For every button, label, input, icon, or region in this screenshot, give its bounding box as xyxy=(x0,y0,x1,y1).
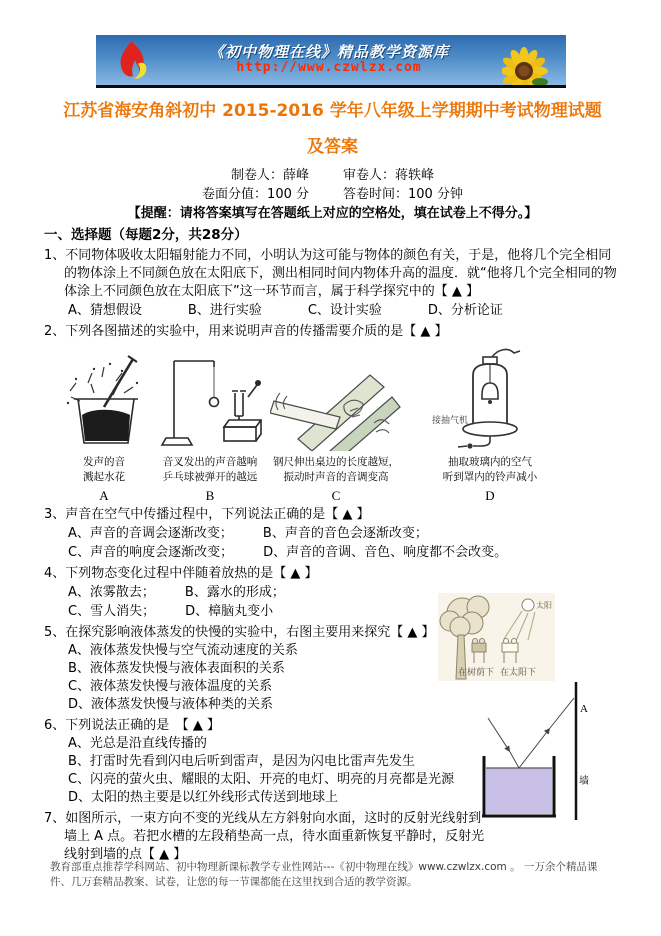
question-3-options-row1 xyxy=(44,524,621,543)
answer-time: 答卷时间：100 分钟 xyxy=(343,187,463,202)
question-4-text: 4、下列物态变化过程中伴随着放热的是【 ▲ 】 xyxy=(44,566,318,581)
figure-caption: 乒乓球被弹开的越远 xyxy=(162,471,258,483)
reviewer: 审卷人：蒋轶峰 xyxy=(343,168,435,183)
figure-caption: 溅起水花 xyxy=(83,471,125,483)
question-3-options-row2 xyxy=(44,543,621,562)
option: C、液体蒸发快慢与液体温度的关系 xyxy=(68,679,273,694)
question-3-text: 3、声音在空气中传播过程中，下列说法正确的是【 ▲ 】 xyxy=(44,507,370,522)
question-5-block xyxy=(44,624,434,714)
option: B、进行实验 xyxy=(187,303,262,318)
exam-title: 江苏省海安角斜初中 2015-2016 学年八年级上学期期中考试物理试题及答案 xyxy=(63,101,602,157)
paper-maker: 制卷人：薛峰 xyxy=(230,168,309,183)
question-1-options xyxy=(44,301,621,320)
figure-caption: 音叉发出的声音越响 xyxy=(162,456,258,468)
option: D、樟脑丸变小 xyxy=(185,604,274,619)
option: C、闪亮的萤火虫、耀眼的太阳、开亮的电灯、明亮的月亮都是光源 xyxy=(68,772,455,787)
option: B、露水的形成； xyxy=(184,585,285,600)
option: D、液体蒸发快慢与液体种类的关系 xyxy=(68,697,274,712)
option: B、声音的音色会逐渐改变； xyxy=(262,526,428,541)
q2-figure-a xyxy=(58,353,150,503)
option: A、猜想假设 xyxy=(68,303,142,318)
tuning-fork-splash-figure xyxy=(58,353,150,451)
option: D、分析论证 xyxy=(427,303,503,318)
option: C、雪人消失； xyxy=(68,604,156,619)
site-banner xyxy=(96,35,566,88)
bell-jar-vacuum-figure xyxy=(430,347,550,451)
option: C、声音的响度会逐渐改变； xyxy=(68,545,234,560)
sunny-label: 在太阳下 xyxy=(500,668,537,678)
figure-letter: A xyxy=(99,488,109,503)
paper-score: 卷面分值：100 分 xyxy=(202,187,309,202)
flame-logo-icon xyxy=(104,37,156,83)
site-title: 《初中物理在线》精品教学资源库 xyxy=(208,43,449,62)
shade-label: 在树荫下 xyxy=(458,668,495,678)
section-heading: 一、选择题（每题2分，共28分） xyxy=(44,227,248,243)
figure-caption: 振动时声音的音调变高 xyxy=(283,471,389,483)
authors-row xyxy=(44,168,621,184)
score-time-row xyxy=(44,187,621,203)
question-6-text: 6、下列说法正确的是 【 ▲ 】 xyxy=(44,718,221,733)
ruler-table-figure xyxy=(270,351,402,451)
figure-caption: 发声的音 xyxy=(83,456,125,468)
tuning-fork-ball-figure xyxy=(158,351,262,451)
wall-label: 墙 xyxy=(579,776,589,787)
question-5-text: 5、在探究影响液体蒸发的快慢的实验中，右图主要用来探究【 ▲ 】 xyxy=(44,625,435,640)
sunflower-icon xyxy=(502,35,566,85)
figure-letter: B xyxy=(205,488,215,503)
option: B、打雷时先看到闪电后听到雷声，是因为闪电比雷声先发生 xyxy=(68,754,415,769)
question-2-text: 2、下列各图描述的实验中，用来说明声音的传播需要介质的是【 ▲ 】 xyxy=(44,324,448,339)
option: B、液体蒸发快慢与液体表面积的关系 xyxy=(68,661,285,676)
figure-letter: D xyxy=(485,488,495,503)
option: A、光总是沿直线传播的 xyxy=(68,736,207,751)
option: A、声音的音调会逐渐改变； xyxy=(68,526,233,541)
pump-label: 接抽气机 xyxy=(432,416,469,426)
option: C、设计实验 xyxy=(307,303,382,318)
evaporation-experiment-figure xyxy=(438,593,555,681)
question-2-figures xyxy=(58,347,621,503)
footer-promo-text: 教育部重点推荐学科网站、初中物理新课标教学专业性网站---《初中物理在线》www.czwlzx.com 。 一万余个精品课件、几万套精品教案、试卷，让您的每一节课都能在这里找到合适的教学资源。 xyxy=(50,861,598,888)
q2-figure-d xyxy=(430,347,550,503)
q2-figure-c xyxy=(270,351,402,503)
option: D、声音的音调、音色、响度都不会改变。 xyxy=(263,545,508,560)
site-url: http://www.czwlzx.com xyxy=(236,60,422,76)
banner-text xyxy=(156,44,502,75)
option: A、液体蒸发快慢与空气流动速度的关系 xyxy=(68,643,298,658)
figure-letter: C xyxy=(331,488,341,503)
q2-figure-b xyxy=(158,351,262,503)
option: A、浓雾散去； xyxy=(68,585,155,600)
light-reflection-figure xyxy=(474,680,594,822)
point-a-label: A xyxy=(580,703,588,715)
exam-notice: 【提醒：请将答案填写在答题纸上对应的空格处，填在试卷上不得分。】 xyxy=(127,206,538,221)
option: D、太阳的热主要是以红外线形式传送到地球上 xyxy=(68,790,339,805)
question-7-text: 7、如图所示，一束方向不变的光线从左方斜射向水面，这时的反射光线射到墙上 A 点。若把水槽的左段稍垫高一点，待水面重新恢复平静时，反射光线射到墙的点【 ▲ 】 xyxy=(44,811,485,862)
sun-label: 太阳 xyxy=(536,601,552,610)
figure-caption: 钢尺伸出桌边的长度越短， xyxy=(273,456,399,468)
figure-caption: 听到罩内的铃声减小 xyxy=(442,471,538,483)
figure-caption: 抽取玻璃内的空气 xyxy=(448,456,532,468)
question-1-text: 1、不同物体吸收太阳辐射能力不同，小明认为这可能与物体的颜色有关，于是，他将几个完全相同的物体涂上不同颜色放在太阳底下，测出相同时间内物体升高的温度．就“他将几个完全相同的物体涂上不同颜色放在太阳底下”这一环节而言，属于科学探究中的【 ▲ 】 xyxy=(44,248,617,299)
